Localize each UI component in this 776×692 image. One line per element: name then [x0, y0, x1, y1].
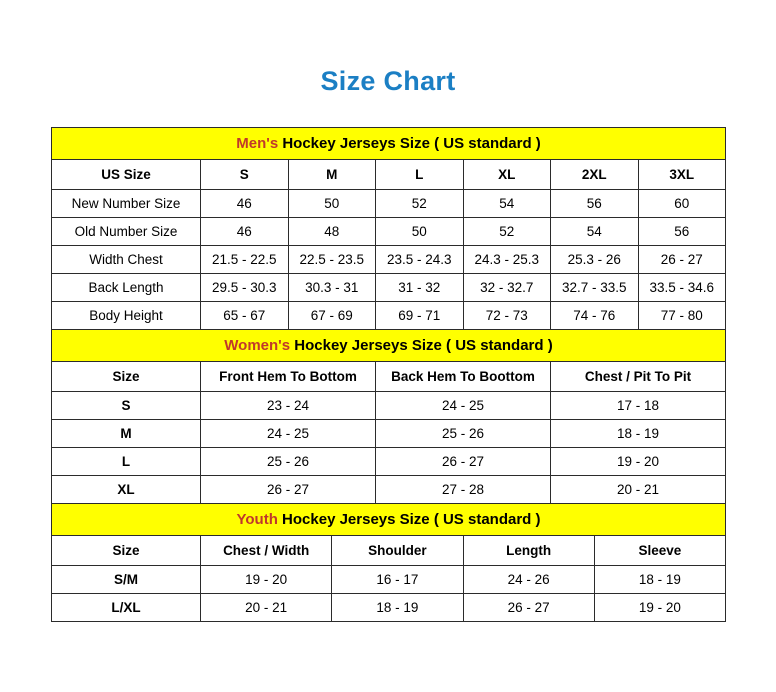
youth-cell: 16 - 17 [332, 566, 463, 594]
mens-cell: 26 - 27 [638, 246, 726, 274]
youth-cell: 18 - 19 [332, 594, 463, 622]
table-row [52, 448, 726, 476]
mens-cell: 72 - 73 [463, 302, 551, 330]
mens-header-cell: XL [463, 160, 551, 190]
womens-band-accent: Women's [224, 337, 291, 354]
mens-cell: 54 [463, 190, 551, 218]
womens-band-title [52, 330, 726, 362]
table-row [52, 218, 726, 246]
table-header-row [52, 362, 726, 392]
mens-row-label: Body Height [52, 302, 201, 330]
womens-cell: 19 - 20 [551, 448, 726, 476]
youth-cell: 18 - 19 [594, 566, 725, 594]
youth-band-rest: Hockey Jerseys Size ( US standard ) [277, 511, 541, 528]
mens-band-title [52, 128, 726, 160]
mens-header-cell: 3XL [638, 160, 726, 190]
table-row [52, 476, 726, 504]
womens-cell: 24 - 25 [201, 420, 376, 448]
mens-cell: 56 [638, 218, 726, 246]
mens-row-label: Width Chest [52, 246, 201, 274]
youth-band-accent: Youth [236, 511, 278, 528]
table-row [52, 566, 726, 594]
mens-cell: 31 - 32 [376, 274, 464, 302]
mens-cell: 33.5 - 34.6 [638, 274, 726, 302]
table-row [52, 420, 726, 448]
mens-cell: 21.5 - 22.5 [201, 246, 289, 274]
youth-header-cell: Sleeve [594, 536, 725, 566]
womens-row-label: M [52, 420, 201, 448]
mens-cell: 46 [201, 218, 289, 246]
mens-header-cell: M [288, 160, 376, 190]
mens-row-label: Back Length [52, 274, 201, 302]
womens-header-cell: Back Hem To Boottom [376, 362, 551, 392]
table-row [52, 246, 726, 274]
mens-header-cell: 2XL [551, 160, 639, 190]
table-band-row [52, 330, 726, 362]
womens-cell: 24 - 25 [376, 392, 551, 420]
mens-cell: 23.5 - 24.3 [376, 246, 464, 274]
mens-cell: 60 [638, 190, 726, 218]
mens-cell: 54 [551, 218, 639, 246]
youth-size-table [51, 503, 726, 622]
mens-cell: 67 - 69 [288, 302, 376, 330]
section-mens [51, 127, 725, 330]
mens-header-cell: L [376, 160, 464, 190]
table-row [52, 190, 726, 218]
youth-header-cell: Length [463, 536, 594, 566]
womens-cell: 25 - 26 [201, 448, 376, 476]
mens-header-cell: S [201, 160, 289, 190]
mens-header-cell: US Size [52, 160, 201, 190]
table-header-row [52, 160, 726, 190]
table-row [52, 302, 726, 330]
youth-cell: 19 - 20 [201, 566, 332, 594]
mens-cell: 50 [288, 190, 376, 218]
womens-row-label: L [52, 448, 201, 476]
table-row [52, 274, 726, 302]
womens-size-table [51, 329, 726, 504]
youth-header-cell: Shoulder [332, 536, 463, 566]
womens-header-cell: Front Hem To Bottom [201, 362, 376, 392]
mens-cell: 52 [376, 190, 464, 218]
womens-band-rest: Hockey Jerseys Size ( US standard ) [290, 337, 553, 354]
mens-cell: 29.5 - 30.3 [201, 274, 289, 302]
womens-cell: 27 - 28 [376, 476, 551, 504]
mens-cell: 32.7 - 33.5 [551, 274, 639, 302]
mens-cell: 24.3 - 25.3 [463, 246, 551, 274]
mens-cell: 48 [288, 218, 376, 246]
womens-cell: 17 - 18 [551, 392, 726, 420]
womens-cell: 23 - 24 [201, 392, 376, 420]
mens-cell: 77 - 80 [638, 302, 726, 330]
mens-cell: 52 [463, 218, 551, 246]
youth-header-cell: Chest / Width [201, 536, 332, 566]
section-womens [51, 329, 725, 504]
section-youth [51, 503, 725, 622]
mens-cell: 65 - 67 [201, 302, 289, 330]
mens-cell: 30.3 - 31 [288, 274, 376, 302]
size-tables-container [51, 127, 725, 622]
womens-cell: 26 - 27 [376, 448, 551, 476]
youth-cell: 26 - 27 [463, 594, 594, 622]
youth-cell: 20 - 21 [201, 594, 332, 622]
youth-row-label: S/M [52, 566, 201, 594]
womens-header-cell: Size [52, 362, 201, 392]
mens-cell: 22.5 - 23.5 [288, 246, 376, 274]
mens-cell: 32 - 32.7 [463, 274, 551, 302]
mens-cell: 74 - 76 [551, 302, 639, 330]
page-title: Size Chart [320, 66, 456, 96]
mens-cell: 25.3 - 26 [551, 246, 639, 274]
mens-cell: 69 - 71 [376, 302, 464, 330]
womens-header-cell: Chest / Pit To Pit [551, 362, 726, 392]
womens-row-label: XL [52, 476, 201, 504]
womens-cell: 25 - 26 [376, 420, 551, 448]
mens-band-accent: Men's [236, 135, 279, 152]
mens-row-label: New Number Size [52, 190, 201, 218]
mens-band-rest: Hockey Jerseys Size ( US standard ) [278, 135, 541, 152]
womens-cell: 20 - 21 [551, 476, 726, 504]
youth-header-cell: Size [52, 536, 201, 566]
womens-cell: 26 - 27 [201, 476, 376, 504]
table-band-row [52, 504, 726, 536]
youth-cell: 24 - 26 [463, 566, 594, 594]
mens-cell: 50 [376, 218, 464, 246]
table-row [52, 392, 726, 420]
womens-cell: 18 - 19 [551, 420, 726, 448]
womens-row-label: S [52, 392, 201, 420]
table-row [52, 594, 726, 622]
youth-row-label: L/XL [52, 594, 201, 622]
youth-cell: 19 - 20 [594, 594, 725, 622]
mens-cell: 56 [551, 190, 639, 218]
table-header-row [52, 536, 726, 566]
mens-size-table [51, 127, 726, 330]
table-band-row [52, 128, 726, 160]
youth-band-title [52, 504, 726, 536]
mens-cell: 46 [201, 190, 289, 218]
mens-row-label: Old Number Size [52, 218, 201, 246]
